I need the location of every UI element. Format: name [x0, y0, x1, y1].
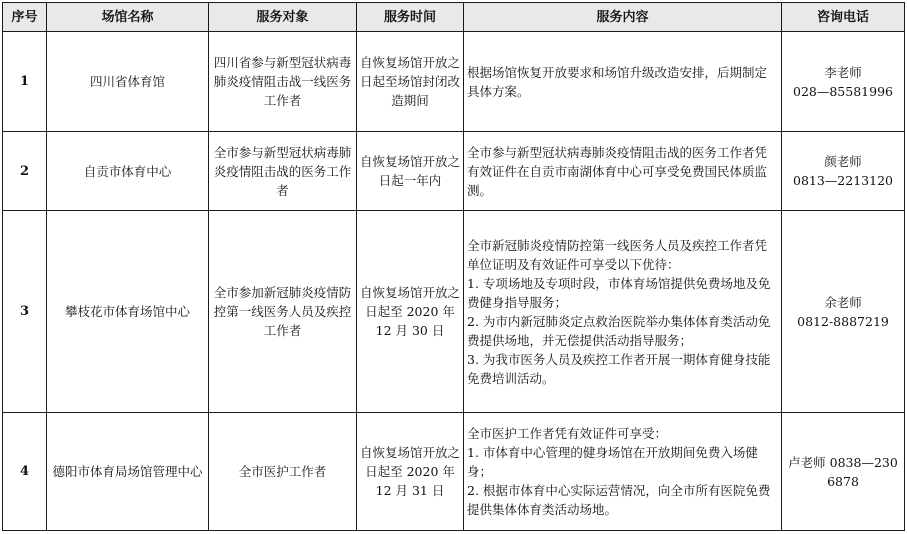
- service-target: 全市参加新冠肺炎疫情防控第一线医务人员及疾控工作者: [209, 211, 357, 413]
- venue-name: 攀枝花市体育场馆中心: [47, 211, 209, 413]
- row-index: 3: [3, 211, 47, 413]
- service-time: 自恢复场馆开放之日起至 2020 年 12 月 31 日: [357, 413, 464, 531]
- service-time: 自恢复场馆开放之日起一年内: [357, 132, 464, 211]
- contact-phone: 0813—2213120: [793, 173, 893, 188]
- table-row: [3, 413, 905, 531]
- row-index: 1: [3, 32, 47, 132]
- venue-name: 自贡市体育中心: [47, 132, 209, 211]
- service-time: 自恢复场馆开放之日起至 2020 年 12 月 30 日: [357, 211, 464, 413]
- service-content: [464, 211, 782, 413]
- content-line: 3. 为我市医务人员及疾控工作者开展一期体育健身技能免费培训活动。: [467, 351, 771, 386]
- header-time: 服务时间: [357, 3, 464, 32]
- contact-cell: [782, 132, 905, 211]
- header-target: 服务对象: [209, 3, 357, 32]
- contact-name: 颜老师: [824, 154, 862, 169]
- contact-name: 卢老师 0838—2306878: [788, 454, 898, 489]
- row-index: 4: [3, 413, 47, 531]
- service-content: [464, 132, 782, 211]
- content-line: 全市新冠肺炎疫情防控第一线医务人员及疾控工作者凭单位证明及有效证件可享受以下优待：: [467, 237, 768, 272]
- service-content: [464, 32, 782, 132]
- contact-name: 余老师: [824, 294, 862, 310]
- content-line: 2. 为市内新冠肺炎定点救治医院举办集体体育类活动免费提供场地，并无偿提供活动指导服务；: [467, 313, 771, 348]
- header-phone: 咨询电话: [782, 3, 905, 32]
- service-target: 四川省参与新型冠状病毒肺炎疫情阻击战一线医务工作者: [209, 32, 357, 132]
- content-line: 1. 专项场地及专项时段，市体育场馆提供免费场地及免费健身指导服务；: [467, 275, 771, 310]
- contact-cell: [782, 32, 905, 132]
- table-header-row: [3, 3, 905, 32]
- content-line: 1. 市体育中心管理的健身场馆在开放期间免费入场健身；: [467, 445, 758, 479]
- header-venue: 场馆名称: [47, 3, 209, 32]
- contact-cell: [782, 413, 905, 531]
- service-target: 全市参与新型冠状病毒肺炎疫情阻击战的医务工作者: [209, 132, 357, 211]
- content-line: 根据场馆恢复开放要求和场馆升级改造安排，后期制定具体方案。: [467, 64, 768, 99]
- content-line: 全市医护工作者凭有效证件可享受：: [467, 426, 668, 441]
- table-row: [3, 132, 905, 211]
- row-index: 2: [3, 132, 47, 211]
- header-content: 服务内容: [464, 3, 782, 32]
- service-target: 全市医护工作者: [209, 413, 357, 531]
- content-line: 2. 根据市体育中心实际运营情况，向全市所有医院免费提供集体体育类活动场地。: [467, 483, 771, 517]
- venue-service-table: [2, 2, 905, 531]
- service-time: 自恢复场馆开放之日起至场馆封闭改造期间: [357, 32, 464, 132]
- table-row: [3, 211, 905, 413]
- service-content: [464, 413, 782, 531]
- content-line: 全市参与新型冠状病毒肺炎疫情阻击战的医务工作者凭有效证件在自贡市南湖体育中心可享受免费国民体质监测。: [467, 144, 768, 198]
- table-row: [3, 32, 905, 132]
- contact-name: 李老师: [824, 64, 862, 80]
- venue-name: 四川省体育馆: [47, 32, 209, 132]
- contact-phone: 0812-8887219: [797, 313, 889, 329]
- venue-name: 德阳市体育局场馆管理中心: [47, 413, 209, 531]
- header-index: 序号: [3, 3, 47, 32]
- contact-phone: 028—85581996: [793, 83, 893, 99]
- contact-cell: [782, 211, 905, 413]
